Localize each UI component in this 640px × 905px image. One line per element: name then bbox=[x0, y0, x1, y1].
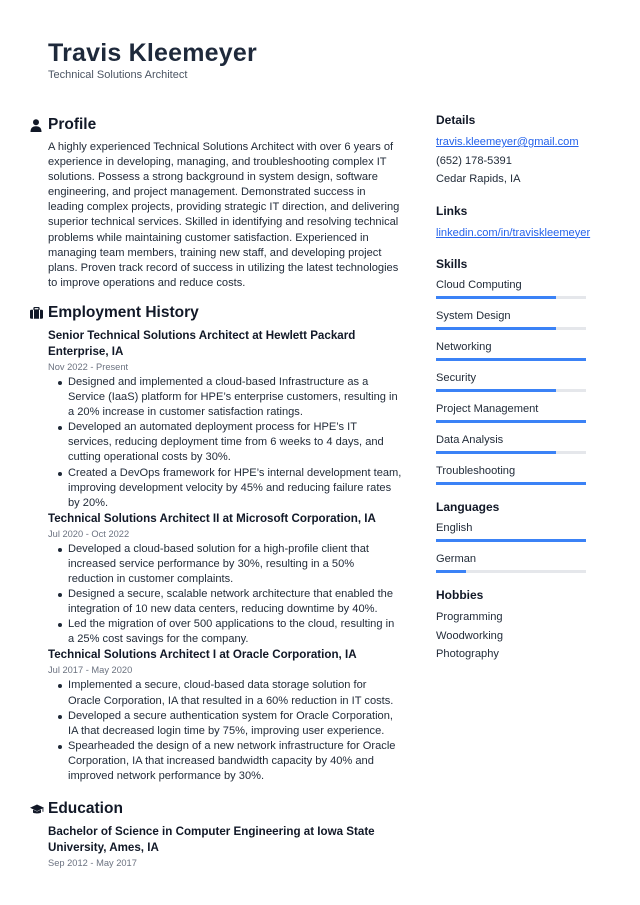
candidate-role: Technical Solutions Architect bbox=[48, 69, 188, 81]
skill-name: Troubleshooting bbox=[436, 465, 516, 477]
language-name: English bbox=[436, 522, 473, 534]
phone-number: (652) 178-5391 bbox=[436, 154, 512, 167]
language-level-bar bbox=[436, 539, 586, 542]
language-level-bar bbox=[436, 570, 586, 573]
candidate-name: Travis Kleemeyer bbox=[48, 39, 257, 67]
job-bullet: Implemented a secure, cloud-based data storage solution for Oracle Corporation, IA that resulted in a 60% reduction in IT costs. bbox=[58, 678, 402, 708]
job-bullet: Developed a secure authentication system for Oracle Corporation, IA that decreased login time by 75%, improving user experience. bbox=[58, 709, 402, 739]
skill-level-bar bbox=[436, 296, 586, 299]
skill-item bbox=[436, 401, 596, 423]
level-fill bbox=[436, 451, 556, 454]
job-entry bbox=[30, 511, 402, 648]
level-fill bbox=[436, 358, 586, 361]
languages-section bbox=[436, 499, 596, 573]
briefcase-icon bbox=[30, 306, 48, 320]
skill-item bbox=[436, 370, 596, 392]
language-name: German bbox=[436, 553, 477, 565]
job-bullet: Developed a cloud-based solution for a high-profile client that increased service performance by 30%, resulting in a 50% reduction in customer complaints. bbox=[58, 542, 402, 587]
employment-section bbox=[30, 302, 402, 784]
skill-name: Security bbox=[436, 372, 477, 384]
skill-item bbox=[436, 432, 596, 454]
level-fill bbox=[436, 570, 466, 573]
hobby-item: Photography bbox=[436, 648, 499, 660]
job-dates: Jul 2017 - May 2020 bbox=[48, 665, 133, 676]
education-heading bbox=[30, 798, 402, 820]
language-item bbox=[436, 551, 596, 573]
employment-heading bbox=[30, 302, 402, 324]
skills-section bbox=[436, 256, 596, 485]
skill-item bbox=[436, 308, 596, 330]
skill-level-bar bbox=[436, 482, 586, 485]
skill-item bbox=[436, 463, 596, 485]
level-fill bbox=[436, 389, 556, 392]
sidebar bbox=[436, 112, 596, 678]
profile-summary: A highly experienced Technical Solutions Architect with over 6 years of experience in developing, managing, and troubleshooting complex IT solutions. Possess a strong background in system design, software engineering, and project management. Demonstrated success in leading complex projects, providing strategic IT direction, and delivering superior technical services. Skilled in identifying and resolving technical problems while maintaining customer satisfaction. Experienced in managing team members, training new staff, and developing project plans. Proven track record of success in utilizing the latest technologies to improve operations and reduce costs. bbox=[48, 141, 400, 289]
profile-section bbox=[30, 114, 402, 291]
job-bullet: Led the migration of over 500 applications to the cloud, resulting in a 25% cost savings for the company. bbox=[58, 617, 402, 647]
job-entry bbox=[30, 328, 402, 511]
job-dates: Nov 2022 - Present bbox=[48, 361, 129, 372]
education-title: Education bbox=[48, 800, 123, 818]
level-fill bbox=[436, 420, 586, 423]
job-bullet: Designed a secure, scalable network architecture that enabled the integration of 10 new data centers, reducing downtime by 40%. bbox=[58, 587, 402, 617]
skill-item bbox=[436, 339, 596, 361]
location: Cedar Rapids, IA bbox=[436, 173, 521, 185]
language-item bbox=[436, 520, 596, 542]
level-fill bbox=[436, 539, 586, 542]
hobbies-section bbox=[436, 587, 596, 664]
education-dates: Sep 2012 - May 2017 bbox=[48, 858, 137, 869]
profile-heading bbox=[30, 114, 402, 136]
skill-name: Networking bbox=[436, 341, 492, 353]
job-bullets bbox=[58, 678, 402, 784]
job-title: Technical Solutions Architect I at Oracle Corporation, IA bbox=[48, 648, 357, 662]
skill-level-bar bbox=[436, 389, 586, 392]
profile-title: Profile bbox=[48, 116, 97, 133]
job-title: Senior Technical Solutions Architect at Hewlett Packard Enterprise, IA bbox=[48, 328, 356, 358]
job-entry bbox=[30, 647, 402, 784]
level-fill bbox=[436, 327, 556, 330]
main-column bbox=[30, 114, 402, 871]
skill-level-bar bbox=[436, 358, 586, 361]
degree-title: Bachelor of Science in Computer Engineering at Iowa State University, Ames, IA bbox=[48, 825, 375, 855]
skill-item bbox=[436, 277, 596, 299]
skill-level-bar bbox=[436, 451, 586, 454]
hobby-item: Programming bbox=[436, 611, 503, 623]
skill-name: System Design bbox=[436, 310, 511, 322]
links-title: Links bbox=[436, 203, 468, 218]
linkedin-link[interactable]: linkedin.com/in/traviskleemeyer bbox=[436, 226, 591, 239]
job-title: Technical Solutions Architect II at Microsoft Corporation, IA bbox=[48, 511, 376, 525]
job-bullets bbox=[58, 375, 402, 511]
job-bullets bbox=[58, 542, 402, 648]
job-dates: Jul 2020 - Oct 2022 bbox=[48, 528, 130, 539]
level-fill bbox=[436, 482, 586, 485]
details-section bbox=[436, 112, 596, 189]
email-link[interactable]: travis.kleemeyer@gmail.com bbox=[436, 136, 579, 148]
details-title: Details bbox=[436, 113, 476, 127]
skill-level-bar bbox=[436, 420, 586, 423]
education-entry bbox=[30, 824, 402, 870]
languages-title: Languages bbox=[436, 500, 500, 514]
level-fill bbox=[436, 296, 556, 299]
job-bullet: Designed and implemented a cloud-based Infrastructure as a Service (IaaS) platform for HPE’s enterprise customers, resulting in a 20% increase in customer satisfaction ratings. bbox=[58, 375, 402, 420]
skill-name: Data Analysis bbox=[436, 434, 504, 446]
hobbies-title: Hobbies bbox=[436, 588, 484, 602]
job-bullet: Developed an automated deployment process for HPE’s IT services, reducing deployment time from 6 weeks to 4 days, and cutting operational costs by 30%. bbox=[58, 420, 402, 465]
skill-name: Cloud Computing bbox=[436, 279, 522, 291]
graduation-cap-icon bbox=[30, 802, 48, 816]
skills-title: Skills bbox=[436, 257, 468, 271]
employment-title: Employment History bbox=[48, 303, 199, 321]
person-icon bbox=[30, 118, 48, 132]
hobby-item: Woodworking bbox=[436, 629, 504, 642]
skill-level-bar bbox=[436, 327, 586, 330]
job-bullet: Created a DevOps framework for HPE’s internal development team, improving development velocity by 45% and reducing failure rates by 20%. bbox=[58, 466, 402, 511]
resume-header bbox=[48, 38, 257, 81]
education-section bbox=[30, 798, 402, 870]
job-bullet: Spearheaded the design of a new network infrastructure for Oracle Corporation, IA that increased bandwidth capacity by 40% and improved network performance by 30%. bbox=[58, 739, 402, 784]
skill-name: Project Management bbox=[436, 403, 539, 415]
links-section bbox=[436, 203, 596, 243]
